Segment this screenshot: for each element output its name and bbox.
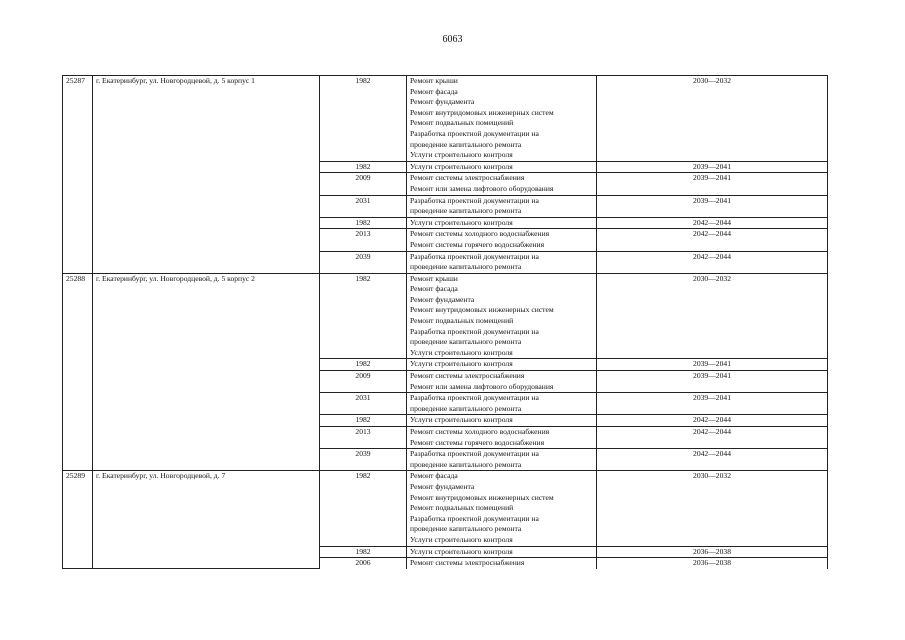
work-item: Ремонт фундамента: [410, 294, 475, 304]
period-cell: 2042—2044: [597, 251, 828, 273]
period-cell: 2039—2041: [597, 173, 828, 195]
address-cell: г. Екатеринбург, ул. Новгородцевой, д. 5 корпус 1: [93, 76, 320, 274]
works-cell: [407, 471, 597, 546]
year-cell: 1982: [320, 471, 407, 546]
work-item: Ремонт системы электроснабжения: [410, 371, 525, 381]
capital-repair-table: [62, 75, 828, 569]
page-number: 6063: [442, 34, 463, 45]
work-item: Услуги строительного контроля: [410, 546, 513, 556]
work-item: Услуги строительного контроля: [410, 534, 513, 544]
work-item: Услуги строительного контроля: [410, 347, 513, 357]
address-cell: г. Екатеринбург, ул. Новгородцевой, д. 7: [93, 471, 320, 569]
table-body: [63, 76, 828, 569]
period-cell: 2030—2032: [597, 471, 828, 546]
works-cell: [407, 449, 597, 471]
period-cell: 2042—2044: [597, 415, 828, 427]
work-item: Ремонт системы холодного водоснабжения: [410, 427, 550, 436]
work-item: Ремонт фундамента: [410, 97, 475, 107]
year-cell: 1982: [320, 217, 407, 229]
year-cell: 1982: [320, 161, 407, 173]
work-item: Разработка проектной документации на: [410, 326, 539, 336]
table-row: [63, 76, 828, 162]
period-cell: 2042—2044: [597, 427, 828, 449]
period-cell: 2036—2038: [597, 558, 828, 569]
period-cell: 2042—2044: [597, 217, 828, 229]
table-row: [63, 273, 828, 359]
work-item: Разработка проектной документации на: [410, 513, 539, 523]
year-cell: 2039: [320, 449, 407, 471]
work-item: Ремонт внутридомовых инженерных систем: [410, 492, 554, 502]
period-cell: 2039—2041: [597, 371, 828, 393]
work-item: Ремонт подвальных помещений: [410, 118, 514, 128]
year-cell: 1982: [320, 359, 407, 371]
work-item: Услуги строительного контроля: [410, 161, 513, 171]
work-item: Ремонт или замена лифтового оборудования: [410, 381, 554, 391]
work-item: Услуги строительного контроля: [410, 415, 513, 425]
work-item: Ремонт системы холодного водоснабжения: [410, 229, 550, 239]
table-row: [63, 471, 828, 546]
work-item: Разработка проектной документации на: [410, 393, 539, 403]
work-item: Ремонт системы горячего водоснабжения: [410, 239, 545, 249]
work-item: Ремонт фасада: [410, 284, 458, 294]
work-item: Ремонт крыши: [410, 76, 458, 85]
works-cell: [407, 229, 597, 251]
work-item: Разработка проектной документации на: [410, 195, 539, 205]
work-item: Ремонт внутридомовых инженерных систем: [410, 107, 554, 117]
period-cell: 2039—2041: [597, 161, 828, 173]
period-cell: 2039—2041: [597, 393, 828, 415]
work-item: Ремонт фасада: [410, 471, 458, 481]
year-cell: 1982: [320, 546, 407, 558]
period-cell: 2042—2044: [597, 449, 828, 471]
house-id-cell: 25287: [63, 76, 93, 274]
year-cell: 1982: [320, 273, 407, 359]
year-cell: 1982: [320, 415, 407, 427]
work-item: Ремонт фундамента: [410, 481, 475, 491]
period-cell: 2042—2044: [597, 229, 828, 251]
year-cell: 1982: [320, 76, 407, 162]
work-item: проведение капитального ремонта: [410, 139, 522, 149]
year-cell: 2013: [320, 229, 407, 251]
works-cell: [407, 76, 597, 162]
work-item: Ремонт подвальных помещений: [410, 503, 514, 513]
period-cell: 2039—2041: [597, 359, 828, 371]
year-cell: 2031: [320, 393, 407, 415]
period-cell: 2039—2041: [597, 195, 828, 217]
work-item: Услуги строительного контроля: [410, 217, 513, 227]
works-cell: [407, 371, 597, 393]
work-item: Ремонт крыши: [410, 273, 458, 283]
work-item: Ремонт системы электроснабжения: [410, 558, 525, 568]
works-cell: [407, 273, 597, 359]
work-item: проведение капитального ремонта: [410, 337, 522, 347]
work-item: Ремонт или замена лифтового оборудования: [410, 183, 554, 193]
works-cell: [407, 359, 597, 371]
works-cell: [407, 546, 597, 558]
house-id-cell: 25289: [63, 471, 93, 569]
address-cell: г. Екатеринбург, ул. Новгородцевой, д. 5 корпус 2: [93, 273, 320, 471]
work-item: проведение капитального ремонта: [410, 524, 522, 534]
work-item: Услуги строительного контроля: [410, 359, 513, 369]
works-cell: [407, 393, 597, 415]
works-cell: [407, 161, 597, 173]
year-cell: 2006: [320, 558, 407, 569]
year-cell: 2009: [320, 173, 407, 195]
work-item: проведение капитального ремонта: [410, 206, 522, 216]
work-item: проведение капитального ремонта: [410, 403, 522, 413]
house-id-cell: 25288: [63, 273, 93, 471]
year-cell: 2009: [320, 371, 407, 393]
year-cell: 2031: [320, 195, 407, 217]
work-item: проведение капитального ремонта: [410, 459, 522, 469]
year-cell: 2013: [320, 427, 407, 449]
work-item: Ремонт системы горячего водоснабжения: [410, 437, 545, 447]
period-cell: 2030—2032: [597, 76, 828, 162]
work-item: Услуги строительного контроля: [410, 150, 513, 160]
work-item: Ремонт подвальных помещений: [410, 316, 514, 326]
work-item: Разработка проектной документации на: [410, 449, 539, 459]
work-item: Ремонт внутридомовых инженерных систем: [410, 305, 554, 315]
works-cell: [407, 427, 597, 449]
work-item: проведение капитального ремонта: [410, 262, 522, 272]
work-item: Ремонт фасада: [410, 86, 458, 96]
works-cell: [407, 558, 597, 569]
work-item: Разработка проектной документации на: [410, 251, 539, 261]
year-cell: 2039: [320, 251, 407, 273]
period-cell: 2030—2032: [597, 273, 828, 359]
works-cell: [407, 217, 597, 229]
works-cell: [407, 173, 597, 195]
works-cell: [407, 195, 597, 217]
works-cell: [407, 415, 597, 427]
period-cell: 2036—2038: [597, 546, 828, 558]
work-item: Ремонт системы электроснабжения: [410, 173, 525, 183]
works-cell: [407, 251, 597, 273]
work-item: Разработка проектной документации на: [410, 128, 539, 138]
